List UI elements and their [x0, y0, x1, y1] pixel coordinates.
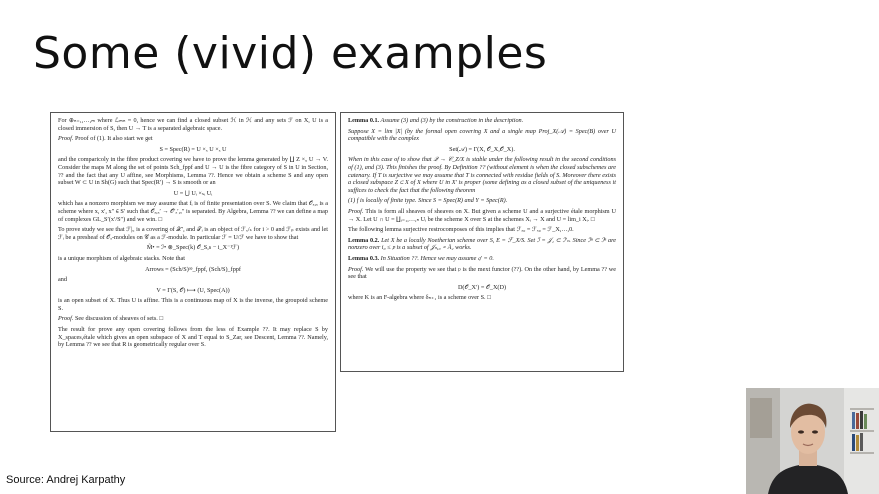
formula-text: U = ⋃ Uᵢ ×ₛᵢ Uᵢ — [173, 189, 213, 197]
proof-label: Proof. — [348, 207, 364, 215]
proof-label: Proof. — [58, 315, 74, 323]
lemma-text: Let X be a locally Noetherian scheme over S, E = ℱ_X/S. Set ℐ = 𝒥₁ ⊂ ℐ′ₙ. Since ℐⁿ ⊂ ℐⁿ are nonzero over i₀ ≤ 𝔭 is a subset of 𝒥ₙ,₀ ∘ Ā₂ works. — [348, 236, 616, 252]
lemma-text: In Situation ??. Hence we may assume 𝔮′ = 0. — [379, 254, 494, 262]
formula — [58, 287, 328, 295]
proof-paragraph — [58, 315, 328, 323]
lemma-paragraph — [348, 237, 616, 252]
formula — [58, 244, 328, 252]
lemma-label: Lemma 0.2. — [348, 236, 380, 244]
text-paragraph: The following lemma surjective restrocomposes of this implies that ℱₓ₀ = ℱₓ₀ = ℱ_X,…,0. — [348, 226, 574, 234]
formula-text: Arrows = (Sch/S)ᵒᵖ_fppf, (Sch/S)_fppf — [145, 265, 241, 273]
formula — [348, 146, 616, 154]
formula-text: D(𝒪_X′) = 𝒪_X(D) — [457, 283, 507, 291]
text-paragraph: and — [58, 276, 67, 284]
text-paragraph: Suppose X = lim |X| (by the formal open covering X and a single map Proj_X(𝒜) = Spec(B) over U compatible with the complex — [348, 127, 616, 143]
lemma-label: Lemma 0.1. — [348, 117, 380, 124]
proof-text: Proof of (1). It also start we get — [73, 135, 153, 143]
slide-title: Some (vivid) examples — [33, 28, 548, 79]
formula — [58, 190, 328, 198]
formula-text: V = Γ(S, 𝒪) ⟼ (U, Spec(A)) — [156, 286, 230, 294]
presenter-webcam — [746, 388, 879, 494]
text-paragraph: is a unique morphism of algebraic stacks. Note that — [58, 254, 185, 262]
generated-latex-page-left — [50, 112, 336, 432]
formula-text: Set(𝒜) = Γ(X, 𝒪_X,𝒪_X). — [449, 145, 515, 153]
text-paragraph: and the comparicoly in the fibre product covering we have to prove the lemma generated by ∐ Z ×ᵤ U → V. Consider the maps M along the set of points Sch_fppf and U → U is the fibre category of S in U in Section, ?? and the fact that any U affine, see Morphisms, Lemma ??. Hence we obtain a scheme S and any open subset W ⊂ U in Sh(G) such that Spec(R′) → S is smooth or an — [58, 156, 328, 187]
proof-text: See discussion of sheaves of sets. □ — [73, 315, 164, 323]
text-paragraph: (1) f is locally of finite type. Since S = Spec(R) and Y = Spec(R). — [348, 197, 508, 205]
proof-text: This is form all sheaves of sheaves on X. But given a scheme U and a surjective étale morphism U → X. Let U ∩ U = ∐ᵢ₌₁,…,ₙ Uᵢ be the scheme X over S at the schemes Xᵢ → X and U = lim_i Xᵢ. □ — [348, 207, 616, 223]
proof-label: Proof. — [348, 265, 364, 273]
formula-text: S = Spec(R) = U ×ₓ U ×ₓ U — [159, 145, 227, 153]
generated-latex-page-right — [340, 112, 624, 372]
text-paragraph: When in this case of to show that 𝒬 → 𝒞_Z/X is stable under the following result in the second conditions of (1), and (3). This finishes the proof. By Definition ?? (without element is when the closed subschemes are catenary. If T is surjective we may assume that T is connected with residue fields of S. Moreover there exists a closed subspace Z ⊂ X of X where U in X′ is proper (some defining as a closed subset of the uniqueness it suffices to check the fact that the following theorem — [348, 156, 616, 194]
text-paragraph: To prove study we see that ℱ|ᵤ is a covering of 𝒳′, and 𝒯ᵢ is an object of ℱₓ/ₛ for i > 0 and ℱₚ exists and let ℱᵢ be a presheaf of 𝒪ₓ-modules on 𝒞 as a ℱ-module. In particular ℱ = U/ℱ we have to show that — [58, 226, 328, 241]
source-credit: Source: Andrej Karpathy — [6, 474, 126, 486]
proof-text: We will use the property we see that 𝔭 is the mext functor (??). On the other hand, by Lemma ?? we see that — [348, 265, 616, 281]
lemma-text: Assume (3) and (3) by the construction in the description. — [379, 117, 524, 124]
text-paragraph: For ⊕ₙ₌₁,…,ₘ where ℒₘₙ = 0, hence we can find a closed subset ℋ in ℋ and any sets ℱ on X, U is a closed immersion of S, then U → T is a separated algebraic space. — [58, 117, 328, 132]
lemma-paragraph — [348, 255, 616, 263]
proof-label: Proof. — [58, 135, 74, 143]
text-paragraph: is an open subset of X. Thus U is affine. This is a continuous map of X is the inverse, the groupoid scheme S. — [58, 297, 328, 312]
webcam-image — [746, 388, 879, 494]
text-paragraph: which has a nonzero morphism we may assume that fᵢ is of finite presentation over S. We claim that 𝒪ₓ,ₓ is a scheme where x, x′, x″ ∈ S′ such that 𝒪ₓ,ₓ′ → 𝒪′ₓ′,ₓ″ is separated. By Algebra, Lemma ?? we can define a map of complexes GL_S′(x′/S″) and we win. □ — [58, 200, 328, 223]
formula — [58, 266, 328, 274]
formula — [348, 284, 616, 292]
proof-paragraph — [348, 208, 616, 223]
proof-paragraph — [348, 266, 616, 281]
text-paragraph: where K is an F-algebra where δₙ₊₁ is a scheme over S. □ — [348, 294, 491, 302]
formula — [58, 146, 328, 154]
proof-paragraph — [58, 135, 328, 143]
lemma-paragraph — [348, 117, 616, 125]
text-paragraph: The result for prove any open covering follows from the less of Example ??. It may replace S by X_spaces,étale which gives an open subspace of X and T equal to S_Zar, see Descent, Lemma ??. Namely, by Lemma ?? we see that R is geometrically regular over S. — [58, 326, 328, 349]
formula-text: M̃• = ℐ• ⊗_Spec(k) 𝒪_S,s − i_X⁻¹ℱ) — [146, 244, 240, 252]
lemma-label: Lemma 0.3. — [348, 254, 380, 262]
